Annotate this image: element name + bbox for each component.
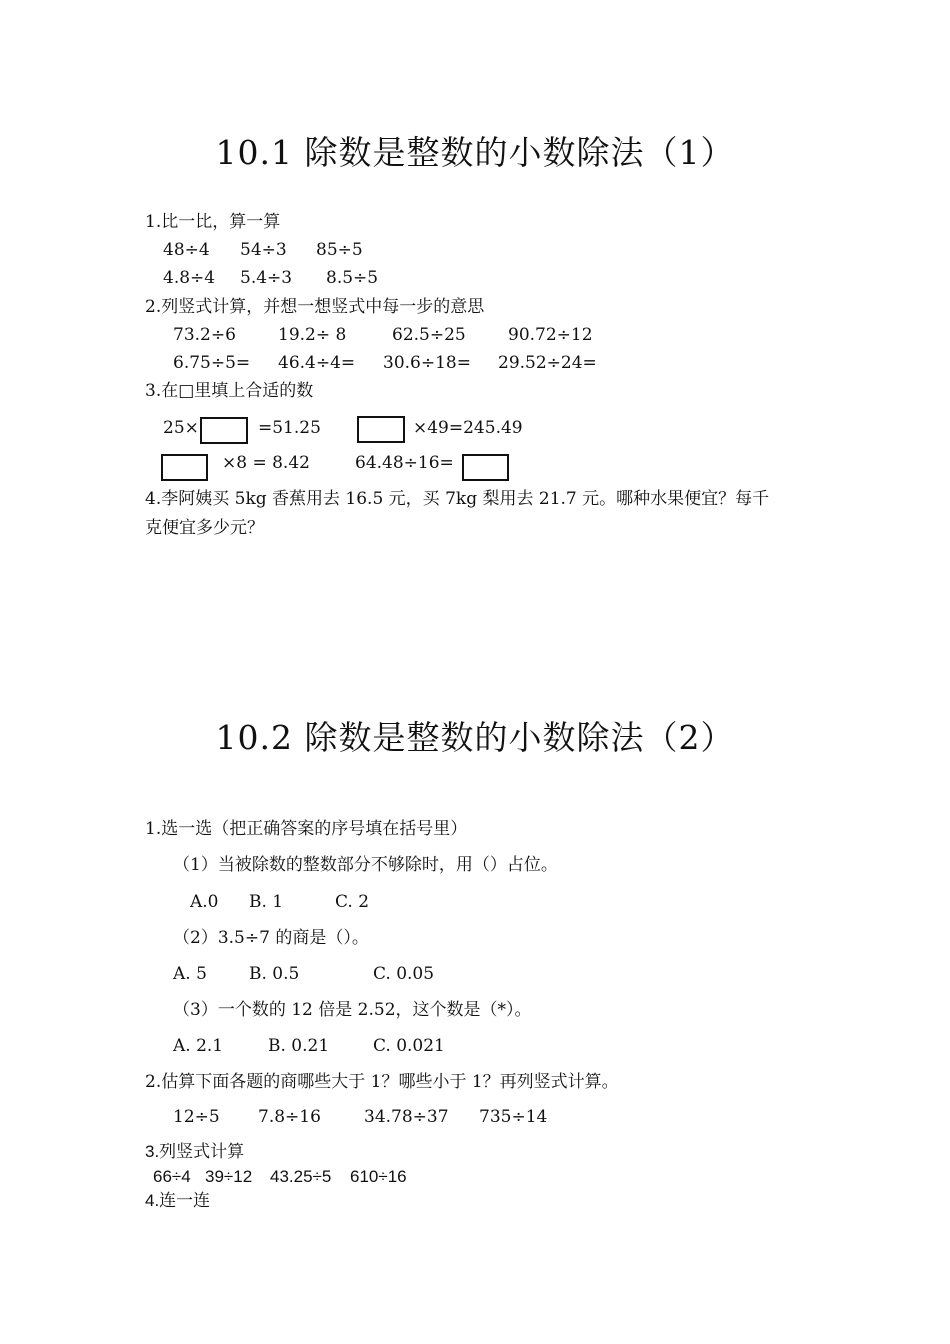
s1-q1-r1-item3: 85÷5 xyxy=(316,240,363,260)
s2-q3-label: 3.列竖式计算 xyxy=(145,1142,245,1161)
s1-q3-a-prefix: 25× xyxy=(163,418,199,438)
s1-q1-label: 1.比一比，算一算 xyxy=(145,212,281,232)
s2-q1-s3: （3）一个数的 12 倍是 2.52，这个数是（*）。 xyxy=(173,1000,532,1020)
s1-q1-r2-item2: 5.4÷3 xyxy=(240,268,293,288)
s1-q3-answer-box-d[interactable] xyxy=(462,454,509,481)
s1-q3-answer-box-a[interactable] xyxy=(200,417,248,444)
s1-q2-r2-item2: 46.4÷4= xyxy=(278,353,356,373)
s1-q3-c-suffix: ×8 = 8.42 xyxy=(222,453,310,473)
s2-q3-item3: 43.25÷5 xyxy=(270,1167,332,1186)
s2-q1-s3-opt-b: B. 0.21 xyxy=(268,1036,330,1056)
s2-q4-label: 4.连一连 xyxy=(145,1191,211,1210)
s1-q3-answer-box-b[interactable] xyxy=(357,416,405,443)
s1-q1-r1-item2: 54÷3 xyxy=(240,240,287,260)
s1-q3-a-suffix: =51.25 xyxy=(258,418,321,438)
s1-q4-line1: 4.李阿姨买 5kg 香蕉用去 16.5 元，买 7kg 梨用去 21.7 元。哪种水果便宜？每千 xyxy=(145,489,770,509)
s2-q1-s1: （1）当被除数的整数部分不够除时，用（）占位。 xyxy=(173,855,558,875)
s1-q1-r2-item1: 4.8÷4 xyxy=(163,268,216,288)
s2-q1-s2: （2）3.5÷7 的商是（）。 xyxy=(173,928,369,948)
s1-q2-r2-item1: 6.75÷5= xyxy=(173,353,251,373)
s2-q3-item4: 610÷16 xyxy=(350,1167,407,1186)
s2-q1-s3-opt-a: A. 2.1 xyxy=(173,1036,224,1056)
s2-q1-s2-opt-a: A. 5 xyxy=(173,964,207,984)
s2-q1-s2-opt-b: B. 0.5 xyxy=(249,964,300,984)
s1-q4-line2: 克便宜多少元？ xyxy=(145,518,264,538)
s1-q1-r2-item3: 8.5÷5 xyxy=(326,268,379,288)
s1-q3-answer-box-c[interactable] xyxy=(161,454,208,481)
s1-q2-r1-item3: 62.5÷25 xyxy=(392,325,466,345)
s2-q3-item2: 39÷12 xyxy=(205,1167,253,1186)
s2-q2-item3: 34.78÷37 xyxy=(364,1107,449,1127)
s2-q1-s1-opt-c: C. 2 xyxy=(335,892,370,912)
s2-q2-item2: 7.8÷16 xyxy=(258,1107,321,1127)
s1-q2-r1-item2: 19.2÷ 8 xyxy=(278,325,347,345)
s1-q2-r2-item3: 30.6÷18= xyxy=(383,353,471,373)
s1-q2-label: 2.列竖式计算，并想一想竖式中每一步的意思 xyxy=(145,297,485,317)
s2-q1-s1-opt-b: B. 1 xyxy=(249,892,284,912)
section2-title: 10.2 除数是整数的小数除法（2） xyxy=(215,718,735,757)
s1-q1-r1-item1: 48÷4 xyxy=(163,240,210,260)
s2-q1-label: 1.选一选（把正确答案的序号填在括号里） xyxy=(145,819,468,839)
s2-q2-item4: 735÷14 xyxy=(479,1107,548,1127)
s2-q1-s2-opt-c: C. 0.05 xyxy=(373,964,435,984)
s2-q2-label: 2.估算下面各题的商哪些大于 1？哪些小于 1？再列竖式计算。 xyxy=(145,1072,619,1092)
s2-q2-item1: 12÷5 xyxy=(173,1107,220,1127)
section1-title: 10.1 除数是整数的小数除法（1） xyxy=(215,133,735,172)
s1-q2-r1-item4: 90.72÷12 xyxy=(508,325,593,345)
s1-q3-b-suffix: ×49=245.49 xyxy=(413,418,523,438)
s1-q3-label: 3.在□里填上合适的数 xyxy=(145,381,314,401)
s1-q2-r2-item4: 29.52÷24= xyxy=(498,353,597,373)
s2-q1-s1-opt-a: A.0 xyxy=(190,892,219,912)
s2-q1-s3-opt-c: C. 0.021 xyxy=(373,1036,445,1056)
s1-q3-d-prefix: 64.48÷16= xyxy=(355,453,454,473)
s1-q2-r1-item1: 73.2÷6 xyxy=(173,325,236,345)
s2-q3-item1: 66÷4 xyxy=(153,1167,191,1186)
